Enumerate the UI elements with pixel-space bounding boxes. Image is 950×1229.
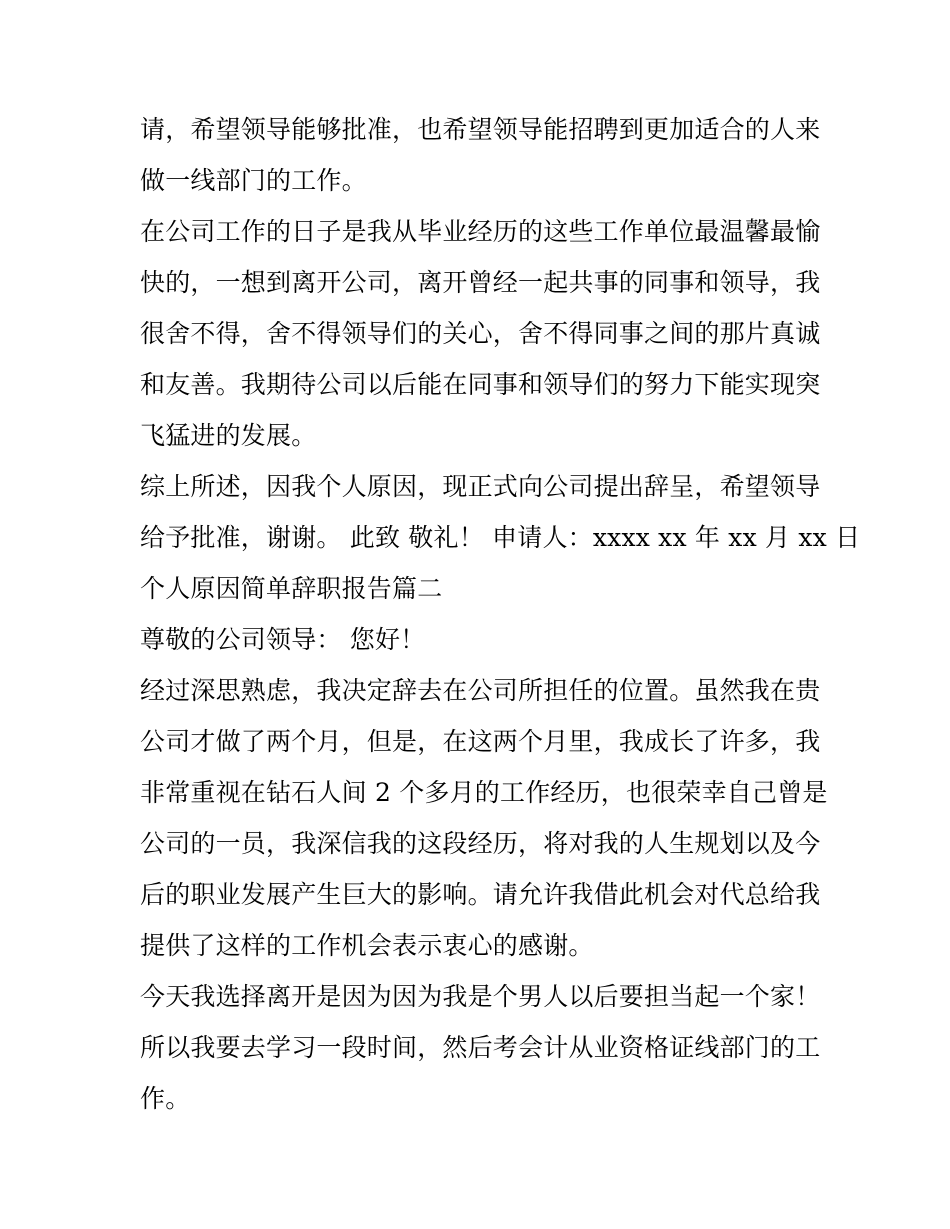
text-line: 请，希望领导能够批准，也希望领导能招聘到更加适合的人来 <box>140 115 821 144</box>
text-line: 综上所述，因我个人原因，现正式向公司提出辞呈，希望领导 <box>140 472 821 501</box>
text-line: 所以我要去学习一段时间，然后考会计从业资格证线部门的工 <box>140 1033 821 1062</box>
text-line: 今天我选择离开是因为因为我是个男人以后要担当起一个家！ <box>140 982 821 1011</box>
section-heading: 个人原因简单辞职报告篇二 <box>140 574 443 603</box>
text-line: 和友善。我期待公司以后能在同事和领导们的努力下能实现突 <box>140 370 821 399</box>
salutation: 尊敬的公司领导： 您好！ <box>140 625 426 654</box>
text-line: 快的，一想到离开公司，离开曾经一起共事的同事和领导，我 <box>140 268 821 297</box>
text-line: 在公司工作的日子是我从毕业经历的这些工作单位最温馨最愉 <box>140 217 821 246</box>
text-line: 做一线部门的工作。 <box>140 166 367 195</box>
text-line: 后的职业发展产生巨大的影响。请允许我借此机会对代总给我 <box>140 880 821 909</box>
text-line: 作。 <box>140 1084 191 1113</box>
text-line: 很舍不得，舍不得领导们的关心，舍不得同事之间的那片真诚 <box>140 319 821 348</box>
text-line: 经过深思熟虑，我决定辞去在公司所担任的位置。虽然我在贵 <box>140 676 821 705</box>
text-line: 飞猛进的发展。 <box>140 421 317 450</box>
document-body <box>140 104 861 1124</box>
text-line: 公司的一员，我深信我的这段经历，将对我的人生规划以及今 <box>140 829 821 858</box>
text-line: 公司才做了两个月，但是，在这两个月里，我成长了许多，我 <box>140 727 821 756</box>
text-line: 提供了这样的工作机会表示衷心的感谢。 <box>140 931 594 960</box>
text-line: 给予批准，谢谢。 此致 敬礼！ 申请人：xxxx xx 年 xx 月 xx 日 <box>140 523 861 552</box>
text-line: 非常重视在钻石人间 2 个多月的工作经历，也很荣幸自己曾是 <box>140 778 828 807</box>
